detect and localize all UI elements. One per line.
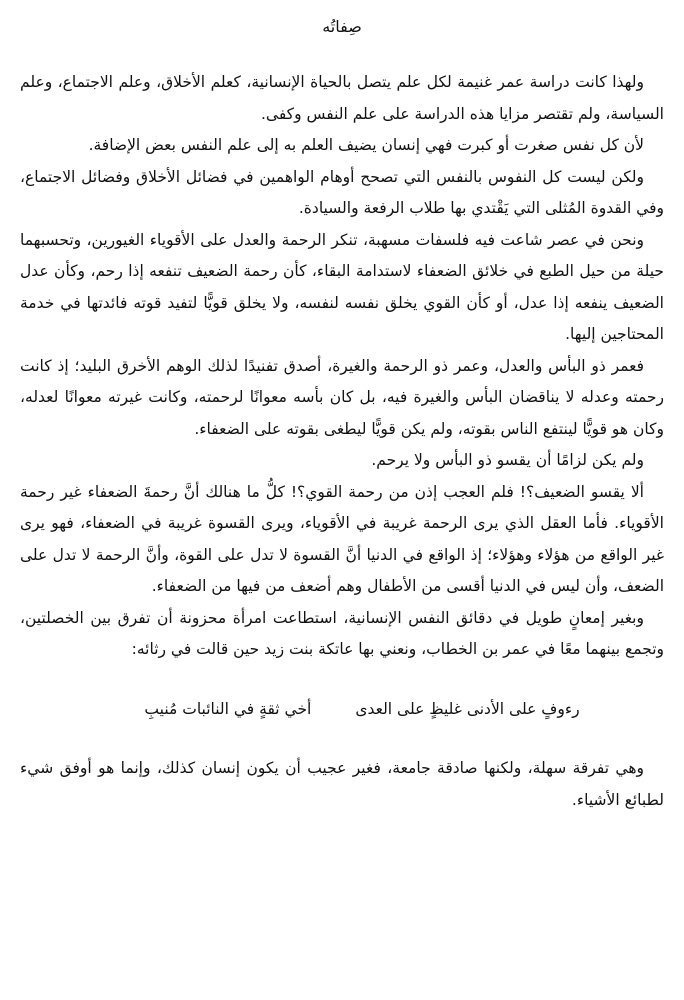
paragraph: ولكن ليست كل النفوس بالنفس التي تصحح أوهام الواهمين في فضائل الأخلاق وفضائل الاجتماع، وفي القدوة المُثلى التي يَقْتدي بها طلاب الرفعة والسيادة. bbox=[20, 167, 664, 217]
paragraph: ولم يكن لزامًا أن يقسو ذو البأس ولا يرحم. bbox=[371, 451, 644, 469]
paragraph: وبغير إمعانٍ طويل في دقائق النفس الإنسانية، استطاعت امرأة محزونة أن تفرق بين الخصلتين، وتجمع بينهما معًا في عمر بن الخطاب، ونعني بها عاتكة بنت زيد حين قالت في رثائه: bbox=[20, 608, 664, 658]
paragraph: ونحن في عصر شاعت فيه فلسفات مسهبة، تنكر الرحمة والعدل على الأقوياء الغيورين، وتحسبهما حيلة من حيل الطبع في خلائق الضعفاء لاستدامة البقاء، كأن رحمة الضعيف تنفعه إذا رحم، وكأن عدل الضعيف ينفعه إذا عدل، أو كأن القوي يخلق نفسه لنفسه، ولا يخلق قويًّا لتفيد قوته فائدتها في خدمة المحتاجين إليها. bbox=[20, 230, 664, 343]
paragraph: وهي تفرقة سهلة، ولكنها صادقة جامعة، فغير عجيب أن يكون إنسان كذلك، وإنما هو أوفق شيء لطبائع الأشياء. bbox=[20, 759, 664, 809]
paragraph: ألا يقسو الضعيف؟! فلم العجب إذن من رحمة القوي؟! كلُّ ما هنالك أنَّ رحمةَ الضعفاء غير رحمة الأقوياء. فأما العقل الذي يرى الرحمة غريبة في الأقوياء، ويرى القسوة غريبة في الضعفاء، فهو يرى غير الواقع من هؤلاء وهؤلاء؛ إذ الواقع في الدنيا أنَّ القسوة لا تدل على القوة، وأنَّ الرحمة لا تدل على الضعف، وأن ليس في الدنيا أقسى من الأطفال وهم أضعف من فيها من الضعفاء. bbox=[20, 482, 664, 595]
page-title: صِفاتُه bbox=[322, 17, 362, 36]
paragraph: ولهذا كانت دراسة عمر غنيمة لكل علم يتصل بالحياة الإنسانية، كعلم الأخلاق، وعلم الاجتماع، وعلم السياسة، ولم تقتصر مزايا هذه الدراسة على علم النفس وكفى. bbox=[20, 73, 664, 123]
book-page bbox=[20, 0, 664, 1000]
paragraph: فعمر ذو البأس والعدل، وعمر ذو الرحمة والغيرة، أصدق تفنيدًا لذلك الوهم الأخرق البليد؛ إذ كانت رحمته وعدله لا يناقضان البأس والغيرة فيه، بل كان بأسه معوانًا لرحمته، وكانت غيرته معوانًا لعدله، وكان هو قويًّا لينتفع الناس بقوته، ولم يكن قويًّا ليطغى بقوته على الضعفاء. bbox=[20, 356, 664, 438]
poem-verse bbox=[20, 694, 664, 726]
poem-first-hemistich: رءوفٍ على الأدنى غليظٍ على العدى bbox=[355, 699, 580, 718]
paragraph: لأن كل نفس صغرت أو كبرت فهي إنسان يضيف العلم به إلى علم النفس بعض الإضافة. bbox=[88, 136, 644, 154]
body-text bbox=[20, 67, 664, 816]
poem-second-hemistich: أخي ثقةٍ في النائبات مُنيبِ bbox=[144, 699, 312, 718]
